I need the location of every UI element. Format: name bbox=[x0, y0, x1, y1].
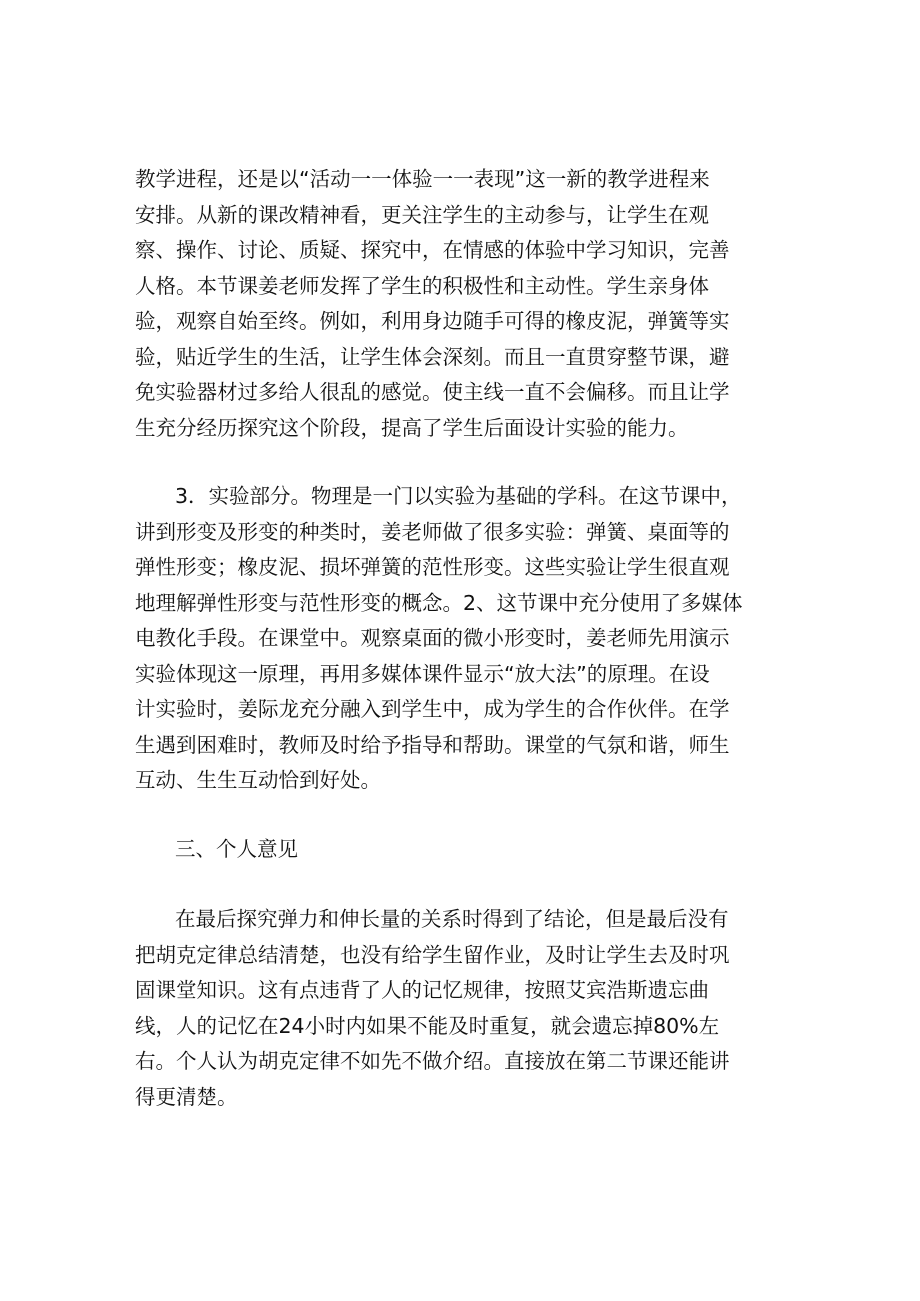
text-line: 验，贴近学生的生活，让学生体会深刻。而且一直贯穿整节课，避 bbox=[135, 344, 730, 369]
text-line: 计实验时，姜际龙充分融入到学生中，成为学生的合作伙伴。在学 bbox=[135, 697, 730, 721]
text-line: 线，人的记忆在24小时内如果不能及时重复，就会遗忘掉80%左 bbox=[135, 1013, 720, 1038]
paragraph-teaching-process bbox=[135, 162, 775, 446]
paragraph-spacer bbox=[135, 867, 775, 902]
text-line: 互动、生生互动恰到好处。 bbox=[135, 768, 381, 792]
section-heading-personal-opinion bbox=[135, 832, 775, 868]
paragraph-personal-opinion bbox=[135, 902, 775, 1115]
text-line: 固课堂知识。这有点违背了人的记忆规律，按照艾宾浩斯遗忘曲 bbox=[135, 978, 709, 1002]
text-line: 讲到形变及形变的种类时，姜老师做了很多实验：弹簧、桌面等的 bbox=[135, 519, 730, 544]
section-heading: 三、个人意见 bbox=[175, 836, 298, 861]
text-line: 右。个人认为胡克定律不如先不做介绍。直接放在第二节课还能讲 bbox=[135, 1049, 730, 1073]
paragraph-spacer bbox=[135, 799, 775, 832]
text-line: 在最后探究弹力和伸长量的关系时得到了结论，但是最后没有 bbox=[175, 907, 729, 931]
text-line: 验，观察自始至终。例如，利用身边随手可得的橡皮泥，弹簧等实 bbox=[135, 309, 730, 333]
text-line: 察、操作、讨论、质疑、探究中，在情感的体验中学习知识，完善 bbox=[135, 238, 730, 262]
text-line: 生充分经历探究这个阶段，提高了学生后面设计实验的能力。 bbox=[135, 415, 689, 440]
text-line: 把胡克定律总结清楚，也没有给学生留作业，及时让学生去及时巩 bbox=[135, 942, 730, 967]
document-body bbox=[135, 162, 775, 1115]
text-line: 生遇到困难时，教师及时给予指导和帮助。课堂的气氛和谐，师生 bbox=[135, 732, 730, 757]
text-line: 实验体现这一原理，再用多媒体课件显示“放大法”的原理。在设 bbox=[135, 661, 710, 686]
text-line: 地理解弹性形变与范性形变的概念。2、这节课中充分使用了多媒体 bbox=[135, 590, 743, 615]
text-line: 得更清楚。 bbox=[135, 1084, 238, 1109]
text-line: 人格。本节课姜老师发挥了学生的积极性和主动性。学生亲身体 bbox=[135, 273, 709, 298]
text-line: 电教化手段。在课堂中。观察桌面的微小形变时，姜老师先用演示 bbox=[135, 626, 730, 650]
text-line: 弹性形变；橡皮泥、损坏弹簧的范性形变。这些实验让学生很直观 bbox=[135, 555, 730, 579]
text-line: 教学进程，还是以“活动一一体验一一表现”这一新的教学进程来 bbox=[135, 167, 710, 191]
text-line: 3．实验部分。物理是一门以实验为基础的学科。在这节课中， bbox=[175, 484, 742, 508]
text-line: 安排。从新的课改精神看，更关注学生的主动参与，让学生在观 bbox=[135, 202, 709, 227]
text-line: 免实验器材过多给人很乱的感觉。使主线一直不会偏移。而且让学 bbox=[135, 380, 730, 404]
paragraph-spacer bbox=[135, 446, 775, 479]
paragraph-experiment-section bbox=[135, 479, 775, 799]
